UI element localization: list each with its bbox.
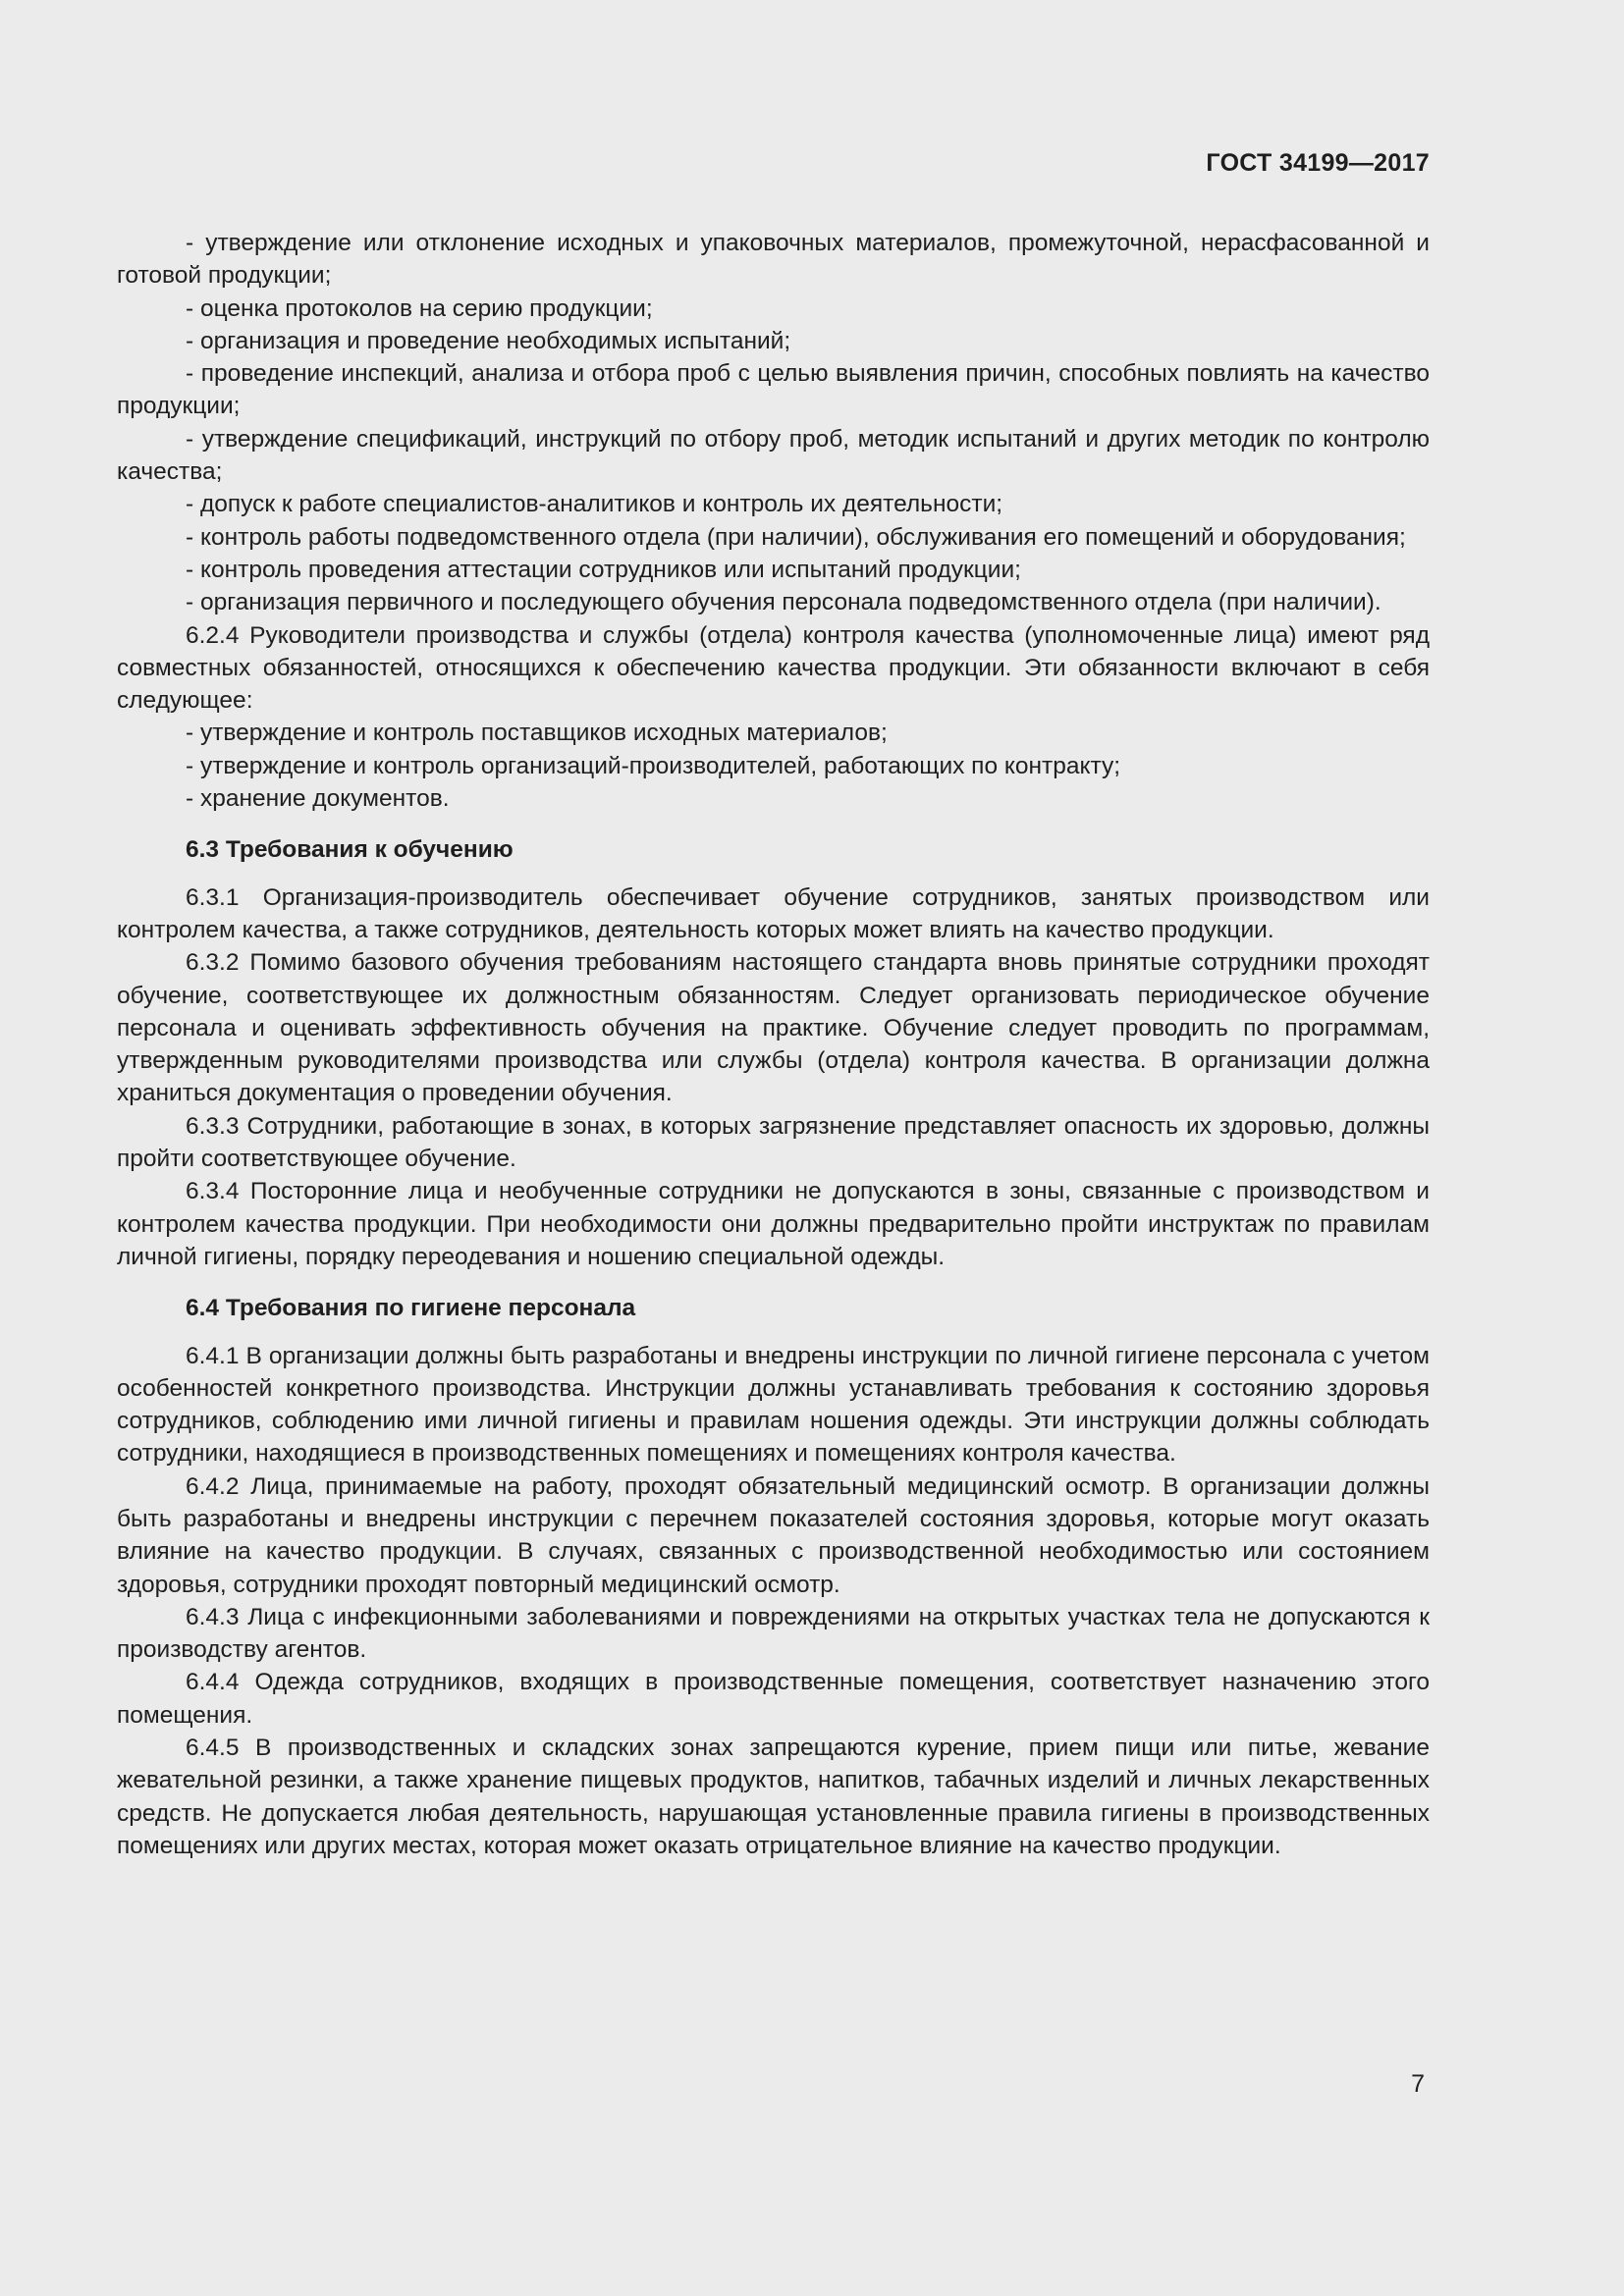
list-item: - допуск к работе специалистов-аналитиков и контроль их деятельности;: [186, 491, 1003, 518]
document-body: [117, 227, 1430, 1862]
list-item: - контроль работы подведомственного отдела (при наличии), обслуживания его помещений и оборудования;: [186, 523, 1406, 551]
list-item: - утверждение спецификаций, инструкций по отбору проб, методик испытаний и других методик по контролю качества;: [117, 425, 1430, 486]
paragraph-6-3-4: 6.3.4 Посторонние лица и необученные сотрудники не допускаются в зоны, связанные с производством и контролем качества продукции. При необходимости они должны предварительно пройти инструктаж по правилам личной гигиены, порядку переодевания и ношению специальной одежды.: [117, 1178, 1430, 1270]
section-heading-6-3: 6.3 Требования к обучению: [186, 836, 514, 864]
list-item: - оценка протоколов на серию продукции;: [186, 294, 653, 322]
document-id-header: ГОСТ 34199—2017: [1206, 149, 1430, 177]
paragraph-6-4-1: 6.4.1 В организации должны быть разработаны и внедрены инструкции по личной гигиене персонала с учетом особенностей конкретного производства. Инструкции должны устанавливать требования к состоянию здоровья сотрудников, соблюдению ими личной гигиены и правилам ношения одежды. Эти инструкции должны соблюдать сотрудники, находящиеся в производственных помещениях и помещениях контроля качества.: [117, 1342, 1430, 1468]
list-item: - утверждение или отклонение исходных и упаковочных материалов, промежуточной, нерасфасованной и готовой продукции;: [117, 230, 1430, 290]
page-number: 7: [1411, 2070, 1425, 2098]
list-item: - контроль проведения аттестации сотрудников или испытаний продукции;: [186, 556, 1021, 583]
list-item: - утверждение и контроль поставщиков исходных материалов;: [186, 720, 888, 747]
joint-duties-list: [117, 717, 1430, 815]
section-heading-6-4: 6.4 Требования по гигиене персонала: [186, 1295, 636, 1322]
list-item: - утверждение и контроль организаций-производителей, работающих по контракту;: [186, 752, 1121, 779]
list-item: - организация первичного и последующего обучения персонала подведомственного отдела (при наличии).: [186, 589, 1381, 616]
list-item: - организация и проведение необходимых испытаний;: [186, 327, 791, 354]
paragraph-6-3-1: 6.3.1 Организация-производитель обеспечивает обучение сотрудников, занятых производством или контролем качества, а также сотрудников, деятельность которых может влиять на качество продукции.: [117, 883, 1430, 943]
list-item: - проведение инспекций, анализа и отбора проб с целью выявления причин, способных повлиять на качество продукции;: [117, 360, 1430, 420]
paragraph-6-2-4: 6.2.4 Руководители производства и службы (отдела) контроля качества (уполномоченные лица) имеют ряд совместных обязанностей, относящихся к обеспечению качества продукции. Эти обязанности включают в себя следующее:: [117, 621, 1430, 715]
paragraph-6-4-4: 6.4.4 Одежда сотрудников, входящих в производственные помещения, соответствует назначению этого помещения.: [117, 1669, 1430, 1729]
paragraph-6-4-5: 6.4.5 В производственных и складских зонах запрещаются курение, прием пищи или питье, жевание жевательной резинки, а также хранение пищевых продуктов, напитков, табачных изделий и личных лекарственных средств. Не допускается любая деятельность, нарушающая установленные правила гигиены в производственных помещениях или других местах, которая может оказать отрицательное влияние на качество продукции.: [117, 1735, 1430, 1859]
responsibilities-list: [117, 227, 1430, 619]
list-item: - хранение документов.: [186, 785, 450, 813]
paragraph-6-4-3: 6.4.3 Лица с инфекционными заболеваниями и повреждениями на открытых участках тела не допускаются к производству агентов.: [117, 1603, 1430, 1664]
paragraph-6-4-2: 6.4.2 Лица, принимаемые на работу, проходят обязательный медицинский осмотр. В организации должны быть разработаны и внедрены инструкции с перечнем показателей состояния здоровья, которые могут оказать влияние на качество продукции. В случаях, связанных с производственной необходимостью или состоянием здоровья, сотрудники проходят повторный медицинский осмотр.: [117, 1472, 1430, 1598]
paragraph-6-3-3: 6.3.3 Сотрудники, работающие в зонах, в которых загрязнение представляет опасность их здоровью, должны пройти соответствующее обучение.: [117, 1112, 1430, 1173]
paragraph-6-3-2: 6.3.2 Помимо базового обучения требованиям настоящего стандарта вновь принятые сотрудники проходят обучение, соответствующее их должностным обязанностям. Следует организовать периодическое обучение персонала и оценивать эффективность обучения на практике. Обучение следует проводить по программам, утвержденным руководителями производства или службы (отдела) контроля качества. В организации должна храниться документация о проведении обучения.: [117, 949, 1430, 1107]
